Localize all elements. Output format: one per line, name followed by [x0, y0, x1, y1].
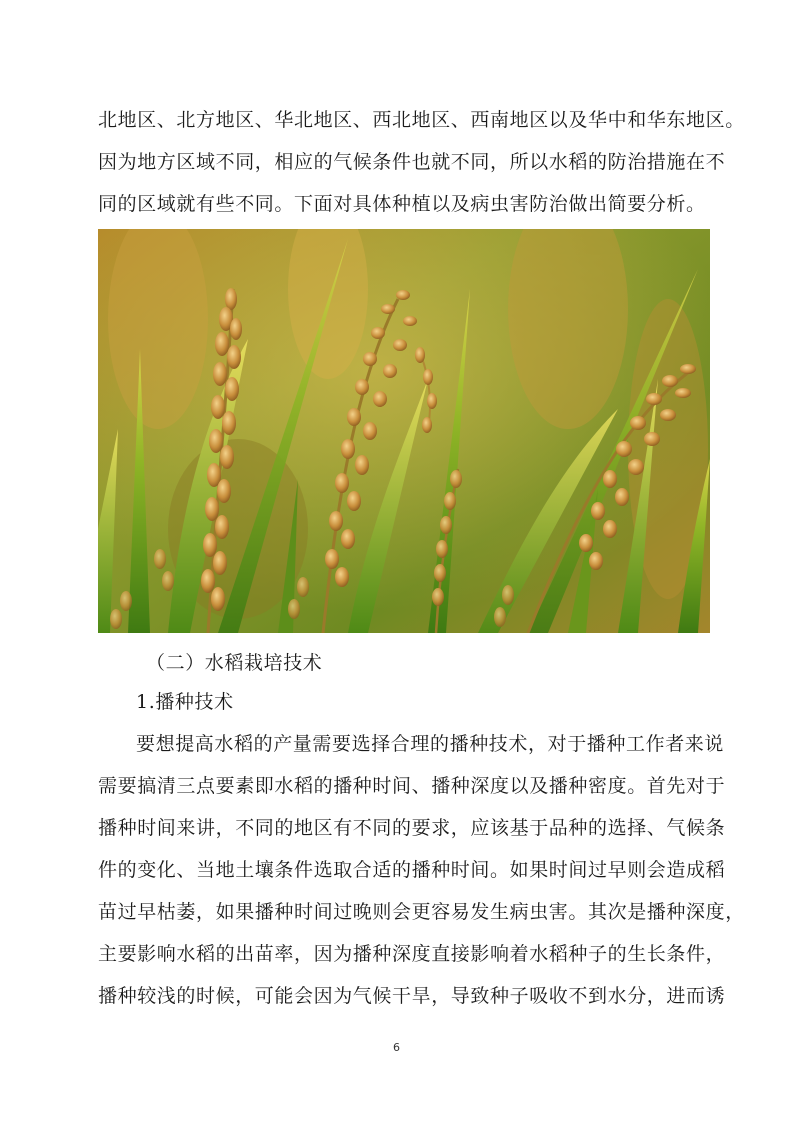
rice-field-photo: [98, 229, 710, 633]
intro-line-3: 同的区域就有些不同。下面对具体种植以及病虫害防治做出简要分析。: [98, 193, 706, 215]
paragraph-line-4: 件的变化、当地土壤条件选取合适的播种时间。如果时间过早则会造成稻: [98, 859, 726, 881]
intro-line-2: 因为地方区域不同，相应的气候条件也就不同，所以水稻的防治措施在不: [98, 151, 726, 173]
section-heading: （二）水稻栽培技术: [146, 652, 323, 674]
intro-line-1: 北地区、北方地区、华北地区、西北地区、西南地区以及华中和华东地区。: [98, 109, 745, 131]
page-number: 6: [393, 1041, 400, 1054]
paragraph-line-6: 主要影响水稻的出苗率，因为播种深度直接影响着水稻种子的生长条件，: [98, 943, 726, 965]
subsection-heading: 1.播种技术: [136, 691, 234, 713]
rice-ears-illustration: [98, 229, 710, 633]
paragraph-line-7: 播种较浅的时候，可能会因为气候干旱，导致种子吸收不到水分，进而诱: [98, 985, 726, 1007]
paragraph-line-2: 需要搞清三点要素即水稻的播种时间、播种深度以及播种密度。首先对于: [98, 775, 726, 797]
paragraph-line-1: 要想提高水稻的产量需要选择合理的播种技术，对于播种工作者来说: [136, 733, 725, 755]
paragraph-line-3: 播种时间来讲，不同的地区有不同的要求，应该基于品种的选择、气候条: [98, 817, 726, 839]
paragraph-line-5: 苗过早枯萎，如果播种时间过晚则会更容易发生病虫害。其次是播种深度，: [98, 901, 745, 923]
